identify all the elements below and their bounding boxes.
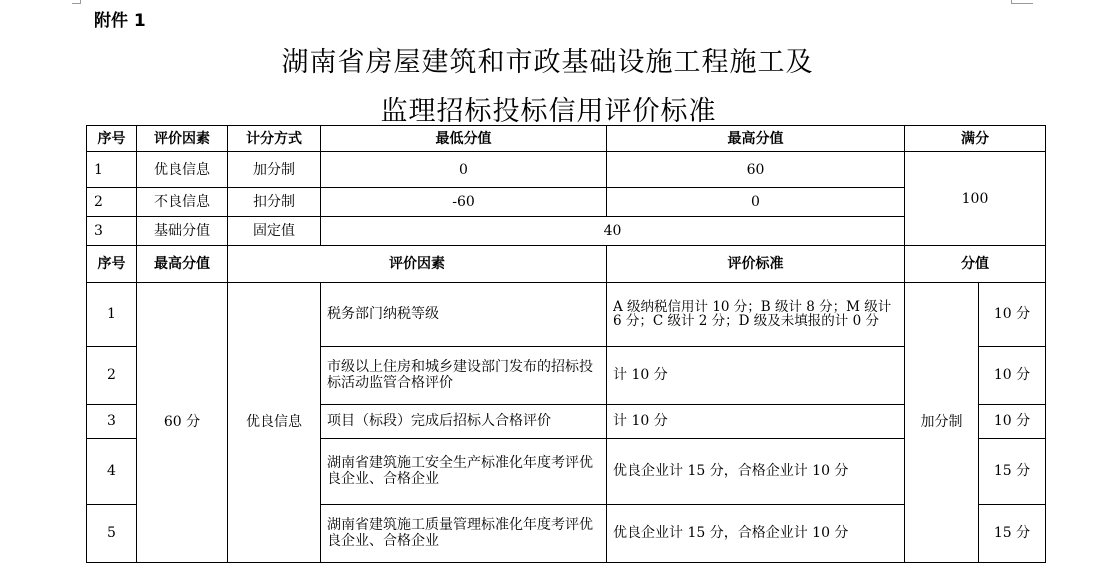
cell-standard: 计 10 分 <box>607 404 905 438</box>
evaluation-detail-table <box>86 246 1046 563</box>
header-method: 计分方式 <box>228 126 321 152</box>
page-corner-mark <box>1011 3 1033 4</box>
cell-min: 0 <box>321 152 607 188</box>
header-factor: 评价因素 <box>137 126 228 152</box>
cell-seq: 1 <box>87 152 137 188</box>
cell-category: 优良信息 <box>228 282 321 562</box>
cell-standard: A 级纳税信用计 10 分；B 级计 8 分；M 级计 6 分；C 级计 2 分；D 级及未填报的计 0 分 <box>607 282 905 346</box>
score-summary-table <box>86 125 1046 246</box>
cell-score: 15 分 <box>979 438 1046 504</box>
header-factor: 评价因素 <box>228 246 607 282</box>
cell-seq: 3 <box>87 217 137 246</box>
cell-seq: 2 <box>87 346 137 404</box>
table-row <box>87 152 1046 188</box>
header-value: 分值 <box>905 246 1046 282</box>
page-corner-mark <box>72 3 81 4</box>
cell-standard: 优良企业计 15 分，合格企业计 10 分 <box>607 504 905 562</box>
cell-full-score: 100 <box>905 152 1046 246</box>
cell-max: 60 <box>607 152 905 188</box>
attachment-label: 附件 1 <box>94 11 146 31</box>
cell-item: 湖南省建筑施工安全生产标准化年度考评优良企业、合格企业 <box>321 438 607 504</box>
cell-standard: 优良企业计 15 分，合格企业计 10 分 <box>607 438 905 504</box>
table-header-row <box>87 126 1046 152</box>
header-seq: 序号 <box>87 126 137 152</box>
table-row <box>87 188 1046 217</box>
cell-seq: 5 <box>87 504 137 562</box>
header-min: 最低分值 <box>321 126 607 152</box>
cell-item: 市级以上住房和城乡建设部门发布的招标投标活动监管合格评价 <box>321 346 607 404</box>
cell-method: 固定值 <box>228 217 321 246</box>
table-header-row <box>87 246 1046 282</box>
cell-max-score: 60 分 <box>137 282 228 562</box>
cell-method: 加分制 <box>228 152 321 188</box>
cell-seq: 4 <box>87 438 137 504</box>
cell-max: 0 <box>607 188 905 217</box>
table-row <box>87 282 1046 346</box>
cell-method: 加分制 <box>905 282 979 562</box>
header-seq: 序号 <box>87 246 137 282</box>
cell-item: 项目（标段）完成后招标人合格评价 <box>321 404 607 438</box>
cell-seq: 1 <box>87 282 137 346</box>
document-title-line-1: 湖南省房屋建筑和市政基础设施工程施工及 <box>281 47 814 78</box>
header-standard: 评价标准 <box>607 246 905 282</box>
cell-factor: 不良信息 <box>137 188 228 217</box>
document-title-line-2: 监理招标投标信用评价标准 <box>380 96 717 127</box>
header-max: 最高分值 <box>607 126 905 152</box>
cell-score: 10 分 <box>979 282 1046 346</box>
cell-score: 15 分 <box>979 504 1046 562</box>
cell-score: 10 分 <box>979 404 1046 438</box>
cell-method: 扣分制 <box>228 188 321 217</box>
cell-factor: 基础分值 <box>137 217 228 246</box>
cell-seq: 3 <box>87 404 137 438</box>
cell-item: 税务部门纳税等级 <box>321 282 607 346</box>
cell-factor: 优良信息 <box>137 152 228 188</box>
cell-score: 10 分 <box>979 346 1046 404</box>
table-row <box>87 217 1046 246</box>
cell-standard: 计 10 分 <box>607 346 905 404</box>
header-full: 满分 <box>905 126 1046 152</box>
cell-min: -60 <box>321 188 607 217</box>
header-max-score: 最高分值 <box>137 246 228 282</box>
cell-item: 湖南省建筑施工质量管理标准化年度考评优良企业、合格企业 <box>321 504 607 562</box>
cell-seq: 2 <box>87 188 137 217</box>
cell-fixed-value: 40 <box>321 217 905 246</box>
